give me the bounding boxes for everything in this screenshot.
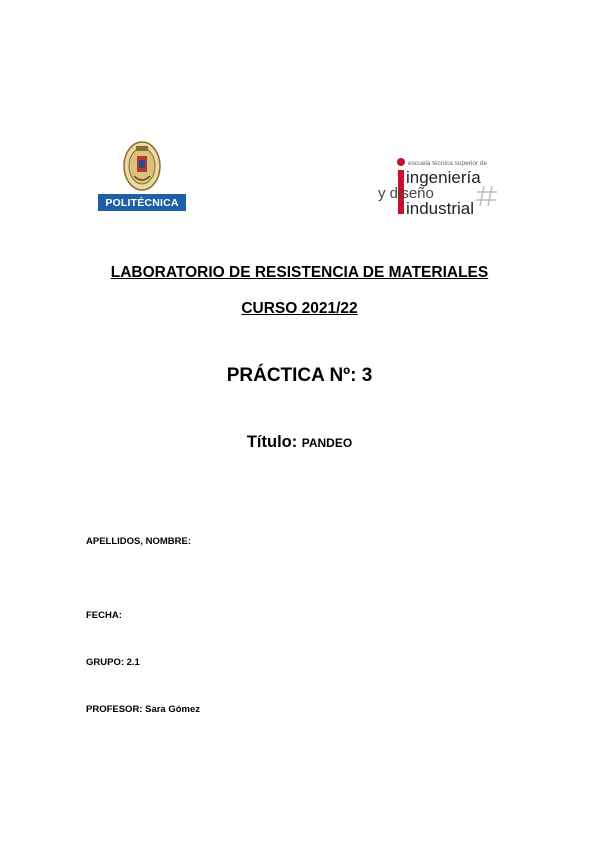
practice-number: PRÁCTICA Nº: 3 [226, 365, 373, 386]
title-value: PANDEO [301, 436, 353, 450]
hash-mark-icon [476, 186, 497, 206]
etsidi-tagline: escuela técnica superior de [408, 160, 488, 167]
group-field: GRUPO: 2.1 [86, 657, 140, 668]
date-field: FECHA: [86, 610, 122, 621]
upm-logo [98, 140, 188, 214]
course-title: CURSO 2021/22 [241, 300, 358, 317]
upm-crest-icon [122, 140, 162, 192]
name-field: APELLIDOS, NOMBRE: [86, 536, 192, 547]
etsidi-line2: y diseño [378, 185, 434, 202]
etsidi-logo [376, 156, 506, 218]
upm-label-bar: POLITÉCNICA [98, 194, 186, 211]
etsidi-line3: industrial [406, 199, 475, 218]
professor-field: PROFESOR: Sara Gómez [86, 704, 201, 715]
lab-title: LABORATORIO DE RESISTENCIA DE MATERIALES [110, 264, 489, 281]
practice-title [0, 433, 599, 452]
etsidi-line1: ingeniería [406, 168, 481, 187]
title-label: Título: [246, 433, 298, 451]
